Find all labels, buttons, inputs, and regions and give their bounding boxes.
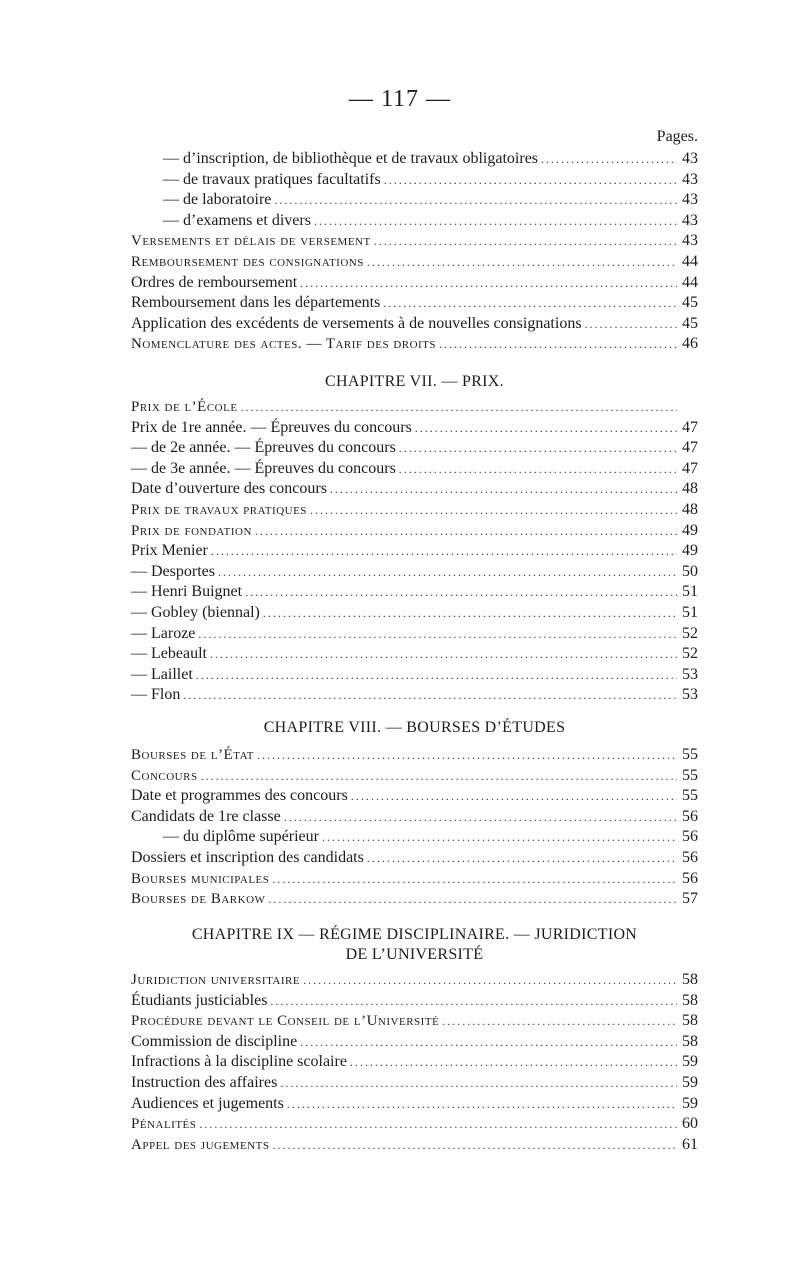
- toc-entry-label: — de 2e année. — Épreuves du concours: [131, 439, 396, 457]
- toc-entry-page: 43: [682, 170, 698, 188]
- dot-leader: [322, 827, 677, 848]
- toc-entry-page: 45: [682, 294, 698, 312]
- toc-entry: [131, 314, 698, 335]
- toc-entry: [131, 170, 698, 191]
- toc-entry: [131, 334, 698, 355]
- toc-entry-page: 43: [682, 150, 698, 167]
- toc-entry: [131, 293, 698, 314]
- toc-entry-page: 60: [682, 1115, 698, 1133]
- toc-entry: [131, 479, 698, 500]
- toc-entry-page: 59: [682, 1073, 698, 1091]
- toc-entry-page: 47: [682, 459, 698, 477]
- dot-leader: [218, 562, 677, 583]
- toc-entry-page: 44: [682, 252, 698, 270]
- toc-entry-label: Appel des jugements: [131, 1136, 270, 1153]
- toc-entry-label: Concours: [131, 767, 198, 784]
- toc-entry-page: 55: [682, 787, 698, 805]
- toc-entry-page: 51: [682, 583, 698, 601]
- toc-entry-label: Prix Menier: [131, 542, 208, 560]
- toc-entry-label: Étudiants justiciables: [131, 991, 268, 1009]
- toc-entry-page: 56: [682, 828, 698, 846]
- toc-entry-page: 61: [682, 1135, 698, 1153]
- toc-entry-page: 56: [682, 869, 698, 887]
- dot-leader: [374, 231, 677, 252]
- toc-entry-page: 45: [682, 314, 698, 332]
- dot-leader: [415, 418, 677, 439]
- toc-entry-label: Juridiction universitaire: [131, 972, 301, 988]
- toc-entry-page: 49: [682, 542, 698, 560]
- toc-entry: [131, 500, 698, 521]
- toc-entry: [131, 991, 698, 1012]
- toc-entry: [131, 562, 698, 583]
- toc-entry: [131, 1011, 698, 1032]
- toc-entry: [131, 418, 698, 439]
- toc-entry-page: 48: [682, 480, 698, 498]
- toc-entry: [131, 273, 698, 294]
- toc-entry: [131, 149, 698, 170]
- chapter-heading-line: CHAPITRE IX — RÉGIME DISCIPLINAIRE. — JURIDICTION: [191, 926, 638, 943]
- toc-entry-page: 56: [682, 807, 698, 825]
- dot-leader: [310, 500, 677, 521]
- dot-leader: [201, 766, 677, 787]
- toc-entry: [131, 438, 698, 459]
- toc-entry-page: 58: [682, 1032, 698, 1050]
- toc-entry: [131, 848, 698, 869]
- toc-entry: [131, 786, 698, 807]
- toc-entry: [131, 685, 698, 706]
- toc-entry-label: Pénalités: [131, 1116, 197, 1133]
- dot-leader: [198, 624, 677, 645]
- toc-entry-label: — de laboratoire: [163, 191, 272, 209]
- toc-entry-label: Bourses de Barkow: [131, 891, 266, 908]
- toc-entry-page: 44: [682, 273, 698, 291]
- toc-entry-label: — Flon: [131, 686, 181, 704]
- dot-leader: [330, 479, 677, 500]
- toc-entry-label: Commission de discipline: [131, 1032, 298, 1050]
- toc-entry-label: Prix de travaux pratiques: [131, 501, 307, 518]
- toc-entry-label: Date d’ouverture des concours: [131, 480, 327, 498]
- toc-entry-label: — d’examens et divers: [163, 211, 311, 229]
- dot-leader: [241, 397, 677, 418]
- toc-entry-page: 48: [682, 500, 698, 518]
- dot-leader: [270, 991, 677, 1012]
- toc-entry-label: Audiences et jugements: [131, 1094, 284, 1112]
- dot-leader: [199, 1114, 677, 1135]
- toc-entry-label: — de travaux pratiques facultatifs: [163, 170, 381, 188]
- pages-column-label: Pages.: [656, 128, 698, 145]
- dot-leader: [399, 459, 677, 480]
- toc-entry-page: 47: [682, 439, 698, 457]
- dot-leader: [210, 644, 677, 665]
- toc-entry: [131, 211, 698, 232]
- dot-leader: [280, 1073, 677, 1094]
- toc-entry: [131, 190, 698, 211]
- chapter-heading-regime: [131, 925, 698, 965]
- toc-entry-label: Versements et délais de versement: [131, 233, 371, 250]
- toc-entry-page: 50: [682, 562, 698, 580]
- dot-leader: [300, 273, 677, 294]
- toc-entry-page: 52: [682, 624, 698, 642]
- toc-entry-page: 59: [682, 1053, 698, 1071]
- dot-leader: [272, 869, 677, 890]
- toc-entry-label: — du diplôme supérieur: [163, 828, 319, 846]
- toc-entry: [131, 1052, 698, 1073]
- toc-entry-label: Remboursement des consignations: [131, 253, 364, 270]
- toc-entry-page: 57: [682, 890, 698, 908]
- toc-entry-label: Bourses municipales: [131, 870, 270, 887]
- dot-leader: [585, 314, 677, 335]
- toc-entry-page: 43: [682, 232, 698, 250]
- dot-leader: [287, 1094, 677, 1115]
- toc-entry-page: 52: [682, 645, 698, 663]
- toc-entry-page: 43: [682, 191, 698, 209]
- dot-leader: [399, 438, 677, 459]
- toc-entry: [131, 644, 698, 665]
- dot-leader: [183, 685, 677, 706]
- toc-entry: [131, 1135, 698, 1156]
- toc-entry-label: Infractions à la discipline scolaire: [131, 1053, 347, 1071]
- toc-entry: [131, 807, 698, 828]
- toc-section-regime: [131, 970, 698, 1155]
- toc-section-bourses: [131, 745, 698, 910]
- toc-entry-page: 49: [682, 521, 698, 539]
- dot-leader: [272, 1135, 677, 1156]
- toc-entry-label: Remboursement dans les départements: [131, 294, 381, 312]
- toc-entry-page: 55: [682, 766, 698, 784]
- toc-entry-label: Date et programmes des concours: [131, 787, 348, 805]
- toc-entry-label: — Henri Buignet: [131, 583, 243, 601]
- toc-entry-label: Ordres de remboursement: [131, 273, 298, 291]
- dot-leader: [255, 521, 677, 542]
- page-number: — 117 —: [348, 86, 452, 112]
- toc-entry: [131, 603, 698, 624]
- toc-entry-label: Instruction des affaires: [131, 1073, 278, 1091]
- toc-section-prix: [131, 397, 698, 706]
- toc-entry: [131, 521, 698, 542]
- toc-entry-label: Nomenclature des actes. — Tarif des droits: [131, 336, 437, 353]
- toc-entry: [131, 869, 698, 890]
- dot-leader: [196, 665, 677, 686]
- toc-section-fees: [131, 149, 698, 355]
- toc-entry-label: Bourses de l’État: [131, 747, 255, 763]
- toc-entry-page: 47: [682, 418, 698, 436]
- toc-entry-label: — Desportes: [131, 562, 215, 580]
- toc-entry-label: Prix de 1re année. — Épreuves du concours: [131, 418, 412, 436]
- toc-entry: [131, 582, 698, 603]
- toc-entry: [131, 624, 698, 645]
- toc-entry: [131, 665, 698, 686]
- toc-entry-page: 58: [682, 1012, 698, 1030]
- dot-leader: [367, 252, 677, 273]
- dot-leader: [314, 211, 677, 232]
- toc-entry-label: Prix de fondation: [131, 522, 252, 539]
- dot-leader: [350, 1052, 677, 1073]
- toc-entry: [131, 1114, 698, 1135]
- toc-entry-label: — Lebeault: [131, 645, 207, 663]
- chapter-heading-prix: CHAPITRE VII. — PRIX.: [325, 373, 504, 390]
- toc-entry: [131, 766, 698, 787]
- toc-entry-page: 46: [682, 335, 698, 353]
- toc-entry-page: 59: [682, 1094, 698, 1112]
- dot-leader: [351, 786, 677, 807]
- toc-entry: [131, 889, 698, 910]
- toc-entry-label: Dossiers et inscription des candidats: [131, 848, 364, 866]
- toc-entry-page: 43: [682, 211, 698, 229]
- dot-leader: [263, 603, 677, 624]
- toc-entry: [131, 1073, 698, 1094]
- dot-leader: [367, 848, 677, 869]
- dot-leader: [274, 190, 677, 211]
- dot-leader: [211, 541, 677, 562]
- toc-entry-label: — Laillet: [131, 665, 193, 683]
- toc-entry: [131, 397, 698, 418]
- toc-entry: [131, 970, 698, 991]
- toc-entry-label: Application des excédents de versements à de nouvelles consignations: [131, 314, 582, 332]
- toc-entry: [131, 252, 698, 273]
- toc-entry: [131, 459, 698, 480]
- toc-entry-page: 58: [682, 971, 698, 988]
- toc-entry-label: — de 3e année. — Épreuves du concours: [131, 459, 396, 477]
- toc-entry-page: 56: [682, 848, 698, 866]
- toc-entry-page: 53: [682, 686, 698, 704]
- dot-leader: [268, 889, 677, 910]
- toc-entry-label: Procédure devant le Conseil de l’Université: [131, 1013, 440, 1030]
- dot-leader: [439, 334, 677, 355]
- dot-leader: [284, 807, 677, 828]
- dot-leader: [300, 1032, 677, 1053]
- toc-entry-label: — Laroze: [131, 624, 196, 642]
- dot-leader: [245, 582, 677, 603]
- toc-entry-label: Prix de l’École: [131, 399, 238, 415]
- dot-leader: [303, 970, 677, 991]
- toc-entry: [131, 231, 698, 252]
- toc-entry-page: 58: [682, 991, 698, 1009]
- toc-entry-page: 51: [682, 603, 698, 621]
- toc-entry-label: Candidats de 1re classe: [131, 807, 281, 825]
- chapter-heading-bourses: CHAPITRE VIII. — BOURSES D’ÉTUDES: [263, 719, 566, 736]
- toc-entry: [131, 827, 698, 848]
- toc-entry: [131, 541, 698, 562]
- toc-entry: [131, 1032, 698, 1053]
- dot-leader: [384, 170, 677, 191]
- toc-entry: [131, 745, 698, 766]
- dot-leader: [541, 149, 677, 170]
- dot-leader: [257, 745, 677, 766]
- toc-entry-label: — Gobley (biennal): [131, 603, 260, 621]
- dot-leader: [442, 1011, 677, 1032]
- toc-entry-page: 53: [682, 665, 698, 683]
- toc-entry: [131, 1094, 698, 1115]
- dot-leader: [383, 293, 677, 314]
- chapter-heading-line: DE L’UNIVERSITÉ: [345, 946, 484, 963]
- toc-entry-label: — d’inscription, de bibliothèque et de travaux obligatoires: [163, 150, 539, 167]
- toc-entry-page: 55: [682, 746, 698, 763]
